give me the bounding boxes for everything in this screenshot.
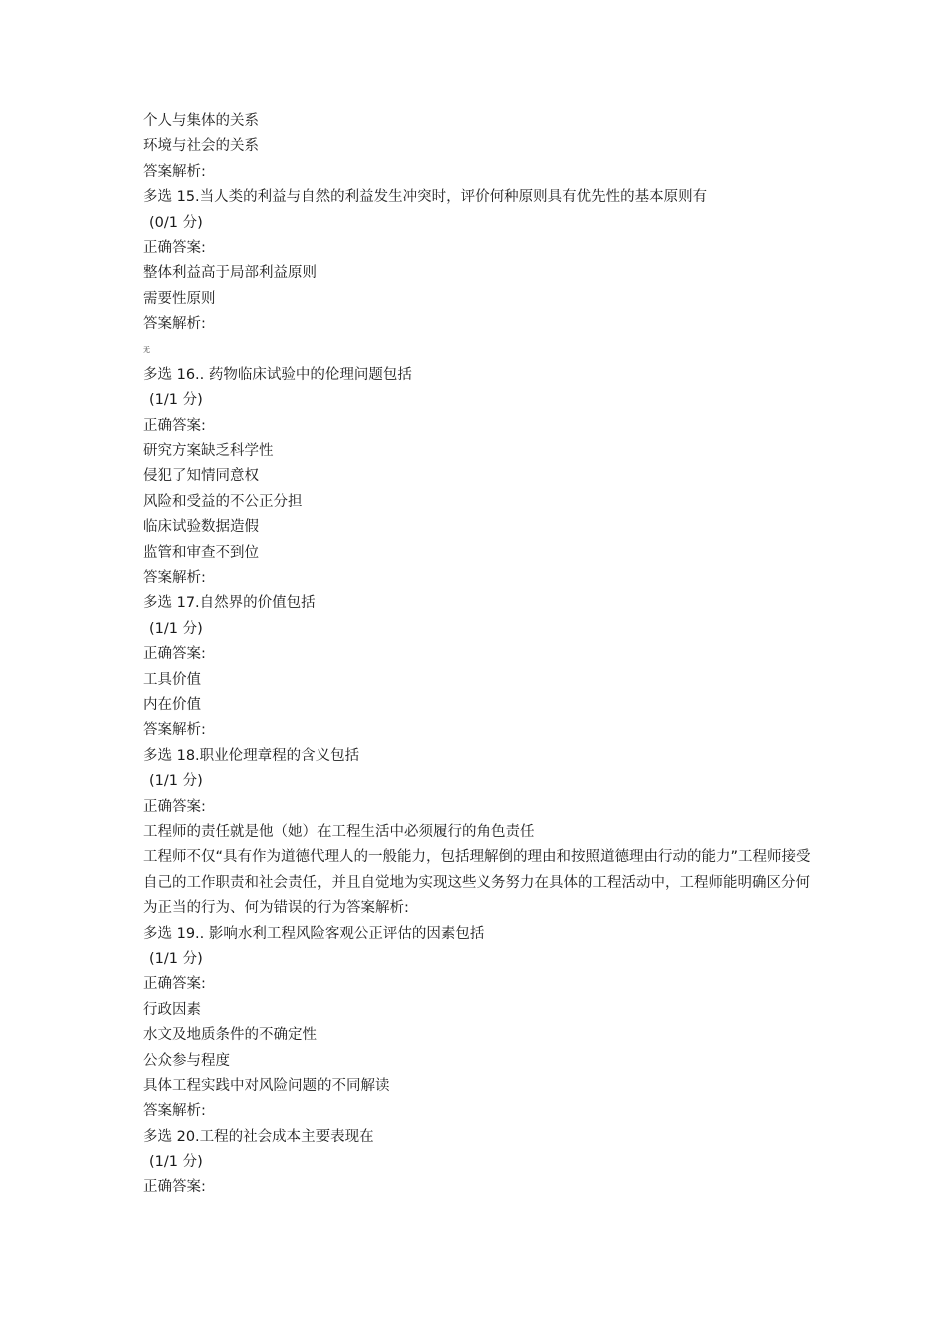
question-19-title: 多选 19.. 影响水利工程风险客观公正评估的因素包括 [143,925,485,942]
option-text: 公众参与程度 [143,1052,230,1069]
option-paragraph: 工程师不仅“具有作为道德代理人的一般能力，包括理解倒的理由和按照道德理由行动的能力”工程师接受自己的工作职责和社会责任，并且自觉地为实现这些义务努力在具体的工程活动中，工程师能明确区分何为正当的行为、何为错误的行为答案解析: [143,849,811,917]
option-text: 监管和审查不到位 [143,544,259,561]
answer-analysis-label: 答案解析: [143,316,206,333]
correct-answer-label: 正确答案: [143,976,206,993]
option-text: 内在价值 [143,696,201,713]
question-16-score: (1/1 分) [149,392,203,409]
question-18-title: 多选 18.职业伦理章程的含义包括 [143,747,360,764]
correct-answer-label: 正确答案: [143,646,206,663]
correct-answer-label: 正确答案: [143,417,206,434]
question-15-score: (0/1 分) [149,214,203,231]
option-text: 侵犯了知情同意权 [143,468,259,485]
correct-answer-label: 正确答案: [143,1179,206,1196]
correct-answer-label: 正确答案: [143,798,206,815]
answer-analysis-label: 答案解析: [143,570,206,587]
option-text: 工程师的责任就是他（她）在工程生活中必须履行的角色责任 [143,823,535,840]
question-18-score: (1/1 分) [149,773,203,790]
option-text: 环境与社会的关系 [143,138,259,155]
option-text: 研究方案缺乏科学性 [143,443,274,460]
question-16-title: 多选 16.. 药物临床试验中的伦理问题包括 [143,366,412,383]
option-text: 个人与集体的关系 [143,113,259,129]
option-text: 需要性原则 [143,290,216,307]
document-page [143,109,813,1201]
option-text: 具体工程实践中对风险问题的不同解读 [143,1077,390,1094]
correct-answer-label: 正确答案: [143,239,206,256]
option-text: 工具价值 [143,671,201,688]
question-20-title: 多选 20.工程的社会成本主要表现在 [143,1128,374,1145]
option-text: 整体利益高于局部利益原则 [143,265,317,282]
question-17-title: 多选 17.自然界的价值包括 [143,595,316,612]
option-text: 行政因素 [143,1001,201,1018]
answer-analysis-label: 答案解析: [143,163,206,180]
question-17-score: (1/1 分) [149,620,203,637]
question-15-title: 多选 15.当人类的利益与自然的利益发生冲突时，评价何种原则具有优先性的基本原则有 [143,189,708,206]
option-text: 风险和受益的不公正分担 [143,493,303,510]
analysis-text: 无 [143,345,150,354]
question-19-score: (1/1 分) [149,950,203,967]
question-20-score: (1/1 分) [149,1154,203,1171]
answer-analysis-label: 答案解析: [143,1103,206,1120]
option-text: 水文及地质条件的不确定性 [143,1027,317,1044]
answer-analysis-label: 答案解析: [143,722,206,739]
option-text: 临床试验数据造假 [143,519,259,536]
